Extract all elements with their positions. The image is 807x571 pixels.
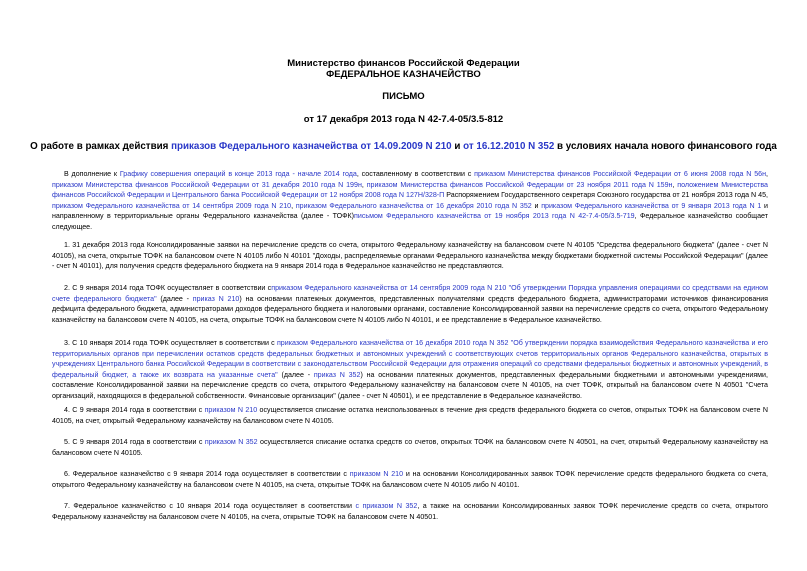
paragraph-2 [52, 283, 768, 325]
paragraph-text: 7. Федеральное казначейство с 10 января 2014 года осуществляет в соответствии [64, 502, 356, 510]
paragraph-text: 3. С 10 января 2014 года ТОФК осуществляет в соответствии с [64, 339, 277, 347]
intro-text: , [766, 170, 768, 178]
title-text-3: в условиях начала нового финансового года [554, 141, 777, 152]
letter-title [20, 141, 787, 153]
paragraph-text: , а также на основании Консолидированных заявок ТОФК перечисление средств со счета, открытого Федеральному казначейству на балансовом счете N 40105, на счета, открытые ТОФК на балансовом счете N 40501. [52, 502, 768, 521]
link-order-352-p5[interactable]: приказом N 352 [204, 438, 258, 446]
link-letter-719[interactable]: письмом Федерального казначейства от 19 ноября 2013 года N 42-7.4-05/3.5-719 [354, 212, 635, 221]
paragraph-1-text: 1. 31 декабря 2013 года Консолидированные заявки на перечисление средств со счета, открытого Федеральному казначейству на балансовом счете N 40105 "Средства федерального бюджета" (далее - счет N 40105), на счета, открытые ТОФК на балансовом счете N 40105 либо N 40101 "Доходы, распределяемые органами Федерального казначейства между бюджетами бюджетной системы Российской Федерации" (далее - счет N 40101), для получения средств федерального бюджета на 9 января 2014 года в Федеральное казначейство не представляются. [52, 241, 768, 271]
link-order-352-full[interactable]: приказом Федерального казначейства от 16 декабря 2010 года N 352 "Об утверждении порядка взаимодействия Федерального казначейства и его территориальных органов при перечислении остатков средств федеральных бюджетных и автономных учреждений с соответствующих счетов территориальных органов Федерального казначейства, открытых в учреждениях Центрального банка Российской Федерации в соответствии с законодательством Российской Федерации для отражения операций со средствами федеральных бюджетных и автономных учреждений, в федеральный бюджет, а также их возврата на указанные счета" [52, 339, 768, 379]
intro-text: Распоряжением Государственного секретаря Союзного государства от 21 ноября 2013 года N 45, [444, 191, 768, 200]
intro-text: и [531, 201, 542, 210]
title-link-order-352[interactable]: от 16.12.2010 N 352 [463, 141, 555, 152]
intro-paragraph [52, 169, 768, 233]
intro-text: , составленному в соответствии с [356, 170, 475, 178]
link-order-352-p7[interactable]: с приказом N 352 [355, 502, 418, 510]
paragraph-text: ) на основании платежных документов, представленных федеральными бюджетными и автономными учреждениями, составление Консолидированной заявки на перечисление средств со счета, открытого Федеральному казначейству на балансовом счете N 40105, на счет ТОФК, открытый на балансовом счете N 40501 "Счета организаций, находящихся в федеральной собственности. Финансовые организации" (далее - счет N 40501), и ее представление в Федеральное казначейство. [52, 370, 768, 400]
link-order-210-short[interactable]: приказ N 210 [192, 294, 240, 303]
paragraph-1 [52, 240, 768, 272]
link-order-210[interactable]: приказом Федерального казначейства от 14 сентября 2009 года N 210 [52, 201, 292, 210]
title-text-1: О работе в рамках действия [30, 141, 172, 152]
intro-text: , Федеральное казначейство сообщает следующее. [52, 212, 768, 231]
paragraph-text: осуществляется списание остатка неиспользованных в течение дня средств федерального бюджета со счетов, открытых ТОФК на балансовом счете N 40105, на счет, открытый Федеральному казначейству на балансовом счете N 40105. [52, 406, 768, 425]
paragraph-text: 4. С 9 января 2014 года в соответствии с [64, 406, 205, 414]
intro-text: , [361, 180, 367, 189]
ministry-name: Министерство финансов Российской Федерации [287, 58, 520, 69]
link-minfin-56n[interactable]: приказом Министерства финансов Российской Федерации от 6 июня 2008 года N 56н [474, 170, 767, 178]
paragraph-text: 6. Федеральное казначейство с 9 января 2014 года осуществляет в соответствии с [64, 470, 350, 478]
link-order-352-short[interactable]: приказ N 352 [313, 370, 361, 379]
intro-text: и направленному в территориальные органы Федерального казначейства (далее - ТОФК) [52, 201, 768, 221]
link-schedule-2013[interactable]: Графику совершения операций в конце 2013 года - начале 2014 года [119, 170, 357, 178]
paragraph-text: 2. С 9 января 2014 года ТОФК осуществляет в соответствии с [64, 284, 272, 292]
paragraph-text: (далее - [156, 294, 193, 303]
title-link-order-210[interactable]: приказов Федерального казначейства от 14.09.2009 N 210 [171, 141, 452, 152]
link-order-1[interactable]: приказом Федерального казначейства от 9 января 2013 года N 1 [541, 201, 762, 210]
title-text-2: и [451, 141, 464, 152]
link-minfin-199n[interactable]: приказом Министерства финансов Российской Федерации от 31 декабря 2010 года N 199н [52, 180, 362, 189]
intro-text: , [291, 201, 296, 210]
paragraph-text: и на основании Консолидированных заявок ТОФК перечисление средств федерального бюджета со счета, открытого Федеральному казначейству на балансовом счете N 40105, на счета, открытые ТОФК на балансовом счете N 40105 либо N 40101. [52, 470, 768, 489]
link-order-210-full[interactable]: приказом Федерального казначейства от 14 сентября 2009 года N 210 "Об утверждении Порядка управления операциями со средствами на едином счете федерального бюджета" [52, 284, 769, 303]
paragraph-7 [52, 501, 768, 522]
paragraph-text: (далее - [277, 370, 314, 379]
intro-text: , [672, 180, 678, 189]
doc-type: ПИСЬМО [382, 91, 425, 102]
paragraph-text: осуществляется списание остатка средств со счетов, открытых ТОФК на балансовом счете N 40501, на счет, открытый Федеральному казначейству на балансовом счете N 40105. [52, 438, 768, 457]
link-order-210-p6[interactable]: приказом N 210 [349, 470, 404, 478]
link-order-210-p4[interactable]: приказом N 210 [204, 406, 258, 414]
paragraph-3 [52, 338, 768, 402]
link-order-352[interactable]: приказом Федерального казначейства от 16 декабря 2010 года N 352 [295, 201, 532, 210]
doc-date-number: от 17 декабря 2013 года N 42-7.4-05/3.5-812 [303, 114, 504, 125]
intro-text: В дополнение к [64, 170, 120, 178]
treasury-name: ФЕДЕРАЛЬНОЕ КАЗНАЧЕЙСТВО [326, 69, 481, 80]
paragraph-5 [52, 437, 768, 458]
link-minfin-159n[interactable]: приказом Министерства финансов Российской Федерации от 23 ноября 2011 года N 159н [366, 180, 673, 189]
paragraph-6 [52, 469, 768, 490]
link-regulation-127n[interactable]: положением Министерства финансов Российской Федерации и Центрального банка Российской Федерации от 12 ноября 2008 года N 127Н/328-П [52, 180, 768, 200]
paragraph-text: 5. С 9 января 2014 года в соответствии с [64, 438, 205, 446]
paragraph-text: ) на основании платежных документов, представленных получателями средств федерального бюджета, администраторами источников финансирования дефицита федерального бюджета, администраторами доходов федерального бюджета и налоговыми органами, составление Консолидированной заявки на перечисление средств со счета, открытого Федеральному казначейству на балансовом счете N 40105, на счета, открытые ТОФК на балансовом счете N 40105 либо N 40101, и ее представление в Федеральное казначейство. [52, 294, 768, 324]
paragraph-4 [52, 405, 768, 426]
